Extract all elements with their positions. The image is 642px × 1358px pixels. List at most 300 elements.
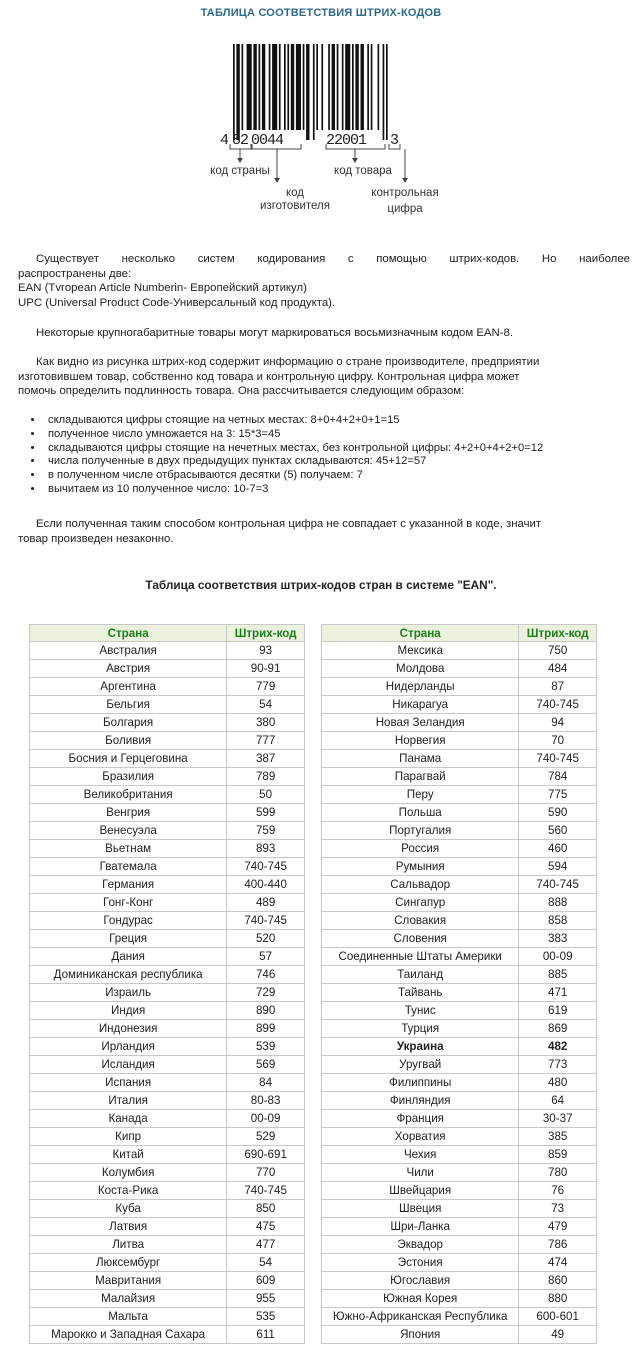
code-cell: 611 xyxy=(227,1326,305,1344)
table-row xyxy=(322,804,597,822)
country-cell: Финляндия xyxy=(322,1092,519,1110)
table-row xyxy=(322,714,597,732)
list-item: • числа полученные в двух предыдущих пунктах складываются: 45+12=57 xyxy=(44,455,642,469)
table-row xyxy=(30,732,305,750)
code-cell: 759 xyxy=(227,822,305,840)
table-row xyxy=(322,930,597,948)
table-row xyxy=(322,1326,597,1344)
code-cell: 385 xyxy=(519,1128,597,1146)
label-product-code: код товара xyxy=(334,165,392,177)
code-cell: 740-745 xyxy=(519,696,597,714)
barcode-digits-product: 22001 xyxy=(326,132,367,149)
table-row xyxy=(322,1110,597,1128)
country-cell: Гондурас xyxy=(30,912,227,930)
code-cell: 73 xyxy=(519,1200,597,1218)
table-row xyxy=(322,858,597,876)
country-cell: Австрия xyxy=(30,660,227,678)
country-cell: Венгрия xyxy=(30,804,227,822)
table-row xyxy=(30,1290,305,1308)
barcode-bar xyxy=(242,44,244,130)
barcode-bar xyxy=(337,44,339,130)
barcode-bar xyxy=(284,44,286,130)
ean-line: EAN (Tvropean Article Numberin- Европейский артикул) xyxy=(18,282,307,294)
table-row xyxy=(30,1308,305,1326)
country-cell: Мальта xyxy=(30,1308,227,1326)
country-cell: Испания xyxy=(30,1074,227,1092)
country-cell: Кипр xyxy=(30,1128,227,1146)
table-row xyxy=(30,912,305,930)
code-cell: 594 xyxy=(519,858,597,876)
table-row xyxy=(30,1110,305,1128)
table-row xyxy=(30,750,305,768)
barcode-bar xyxy=(269,44,271,130)
country-cell: Тайвань xyxy=(322,984,519,1002)
code-cell: 529 xyxy=(227,1128,305,1146)
table-row xyxy=(322,822,597,840)
country-cell: Индия xyxy=(30,1002,227,1020)
code-cell: 54 xyxy=(227,696,305,714)
barcode-bar xyxy=(371,44,373,130)
list-item: • в полученном числе отбрасываются десятки (5) получаем: 7 xyxy=(44,469,642,483)
intro-paragraph xyxy=(18,252,630,310)
barcode-bar xyxy=(332,44,335,130)
country-cell: Гонг-Конг xyxy=(30,894,227,912)
code-cell: 00-09 xyxy=(227,1110,305,1128)
code-cell: 858 xyxy=(519,912,597,930)
table-row xyxy=(30,876,305,894)
country-cell: Перу xyxy=(322,786,519,804)
country-cell: Шри-Ланка xyxy=(322,1218,519,1236)
country-cell: Новая Зеландия xyxy=(322,714,519,732)
country-cell: Дания xyxy=(30,948,227,966)
table-row xyxy=(322,912,597,930)
table-row xyxy=(322,1308,597,1326)
code-cell: 609 xyxy=(227,1272,305,1290)
country-cell: Латвия xyxy=(30,1218,227,1236)
table-row xyxy=(30,678,305,696)
table-row xyxy=(30,1056,305,1074)
code-cell: 885 xyxy=(519,966,597,984)
code-cell: 955 xyxy=(227,1290,305,1308)
code-cell: 777 xyxy=(227,732,305,750)
label-maker-code-line2: изготовителя xyxy=(260,200,330,212)
check-digit-paragraph xyxy=(18,355,630,399)
barcode-bar xyxy=(386,44,388,140)
conclusion-paragraph xyxy=(18,517,630,546)
code-cell: 740-745 xyxy=(227,1182,305,1200)
paragraph-line: Как видно из рисунка штрих-код содержит информацию о стране производителе, предприятии xyxy=(36,356,540,368)
table-row xyxy=(30,948,305,966)
barcode-bar xyxy=(321,44,323,130)
code-cell: 49 xyxy=(519,1326,597,1344)
country-cell: Хорватия xyxy=(322,1128,519,1146)
table-row xyxy=(30,714,305,732)
table-row xyxy=(322,840,597,858)
barcode-bar xyxy=(303,44,305,130)
country-cell: Южная Корея xyxy=(322,1290,519,1308)
table-row xyxy=(30,768,305,786)
label-check-digit-line1: контрольная xyxy=(371,187,439,199)
code-cell: 740-745 xyxy=(227,912,305,930)
country-cell: Вьетнам xyxy=(30,840,227,858)
table-row xyxy=(322,1074,597,1092)
country-cell: Португалия xyxy=(322,822,519,840)
country-cell: Аргентина xyxy=(30,678,227,696)
country-cell: Тунис xyxy=(322,1002,519,1020)
code-cell: 87 xyxy=(519,678,597,696)
country-cell: Румыния xyxy=(322,858,519,876)
code-cell: 482 xyxy=(519,1038,597,1056)
code-cell: 880 xyxy=(519,1290,597,1308)
code-cell: 690-691 xyxy=(227,1146,305,1164)
code-cell: 740-745 xyxy=(519,750,597,768)
code-cell: 600-601 xyxy=(519,1308,597,1326)
country-cell: Турция xyxy=(322,1020,519,1038)
country-cell: Чили xyxy=(322,1164,519,1182)
country-cell: Молдова xyxy=(322,660,519,678)
country-cell: Италия xyxy=(30,1092,227,1110)
barcode-digits-maker: 0044 xyxy=(251,132,284,149)
code-cell: 599 xyxy=(227,804,305,822)
column-header-country: Страна xyxy=(30,625,227,642)
table-row xyxy=(30,894,305,912)
code-cell: 93 xyxy=(227,642,305,660)
country-cell: Панама xyxy=(322,750,519,768)
code-cell: 380 xyxy=(227,714,305,732)
country-cell: Соединенные Штаты Америки xyxy=(322,948,519,966)
code-cell: 480 xyxy=(519,1074,597,1092)
paragraph-line: помочь определить подлинность товара. Она рассчитывается следующим образом: xyxy=(18,385,465,397)
barcode-bar xyxy=(291,44,294,130)
code-cell: 54 xyxy=(227,1254,305,1272)
barcode-bar xyxy=(313,44,315,140)
code-cell: 786 xyxy=(519,1236,597,1254)
barcode-bar xyxy=(378,44,380,130)
code-cell: 890 xyxy=(227,1002,305,1020)
code-cell: 859 xyxy=(519,1146,597,1164)
paragraph-line: изготовившем товар, собственно код товара и контрольную цифру. Контрольная цифра может xyxy=(18,370,520,383)
barcode-bar xyxy=(367,44,369,130)
paragraph-line: товар произведен незаконно. xyxy=(18,532,174,545)
table-row xyxy=(30,858,305,876)
country-cell: Австралия xyxy=(30,642,227,660)
table-row xyxy=(30,1254,305,1272)
country-cell: Бразилия xyxy=(30,768,227,786)
table-row xyxy=(30,642,305,660)
calculation-steps-list xyxy=(26,414,642,497)
country-cell: Сингапур xyxy=(322,894,519,912)
code-cell: 00-09 xyxy=(519,948,597,966)
country-cell: Украина xyxy=(322,1038,519,1056)
table-row xyxy=(30,1272,305,1290)
code-cell: 57 xyxy=(227,948,305,966)
country-cell: Ирландия xyxy=(30,1038,227,1056)
paragraph-line: Если полученная таким способом контрольная цифра не совпадает с указанной в коде, значит xyxy=(36,518,542,530)
code-cell: 750 xyxy=(519,642,597,660)
table-row xyxy=(30,1236,305,1254)
country-cell: Таиланд xyxy=(322,966,519,984)
code-cell: 400-440 xyxy=(227,876,305,894)
table-row xyxy=(322,1200,597,1218)
code-cell: 489 xyxy=(227,894,305,912)
table-row xyxy=(30,1146,305,1164)
code-cell: 590 xyxy=(519,804,597,822)
code-cell: 619 xyxy=(519,1002,597,1020)
country-codes-table-left xyxy=(29,624,305,1344)
code-cell: 383 xyxy=(519,930,597,948)
table-row xyxy=(322,1236,597,1254)
barcode-bar xyxy=(316,44,318,130)
barcode-bar xyxy=(345,44,350,130)
barcode-bar xyxy=(279,44,281,130)
code-cell: 569 xyxy=(227,1056,305,1074)
country-cell: Бельгия xyxy=(30,696,227,714)
table-row xyxy=(322,642,597,660)
table-body xyxy=(322,642,597,1344)
country-cell: Чехия xyxy=(322,1146,519,1164)
barcode-illustration xyxy=(195,38,455,223)
country-cell: Швеция xyxy=(322,1200,519,1218)
table-row xyxy=(322,1164,597,1182)
country-cell: Марокко и Западная Сахара xyxy=(30,1326,227,1344)
code-cell: 869 xyxy=(519,1020,597,1038)
table-row xyxy=(30,822,305,840)
page-title: ТАБЛИЦА СООТВЕТСТВИЯ ШТРИХ-КОДОВ xyxy=(200,7,442,19)
country-cell: Греция xyxy=(30,930,227,948)
table-row xyxy=(322,732,597,750)
country-cell: Литва xyxy=(30,1236,227,1254)
table-row xyxy=(322,786,597,804)
table-row xyxy=(322,1146,597,1164)
list-item: • вычитаем из 10 полученное число: 10-7=3 xyxy=(44,483,642,497)
table-row xyxy=(30,1038,305,1056)
table-row xyxy=(322,966,597,984)
label-maker-code-line1: код xyxy=(285,187,305,199)
country-cell: Доминиканская республика xyxy=(30,966,227,984)
table-row xyxy=(30,840,305,858)
code-cell: 475 xyxy=(227,1218,305,1236)
table-row xyxy=(30,1074,305,1092)
code-cell: 773 xyxy=(519,1056,597,1074)
barcode-digits-country: 82 xyxy=(232,132,249,149)
code-cell: 520 xyxy=(227,930,305,948)
barcode-bar xyxy=(272,44,277,130)
barcode-bar xyxy=(296,44,301,130)
country-codes-table-right xyxy=(321,624,597,1344)
barcode-bar xyxy=(262,44,265,130)
country-cell: Коста-Рика xyxy=(30,1182,227,1200)
table-row xyxy=(322,1254,597,1272)
code-cell: 740-745 xyxy=(519,876,597,894)
code-cell: 50 xyxy=(227,786,305,804)
code-cell: 94 xyxy=(519,714,597,732)
code-cell: 471 xyxy=(519,984,597,1002)
country-cell: Китай xyxy=(30,1146,227,1164)
country-cell: Израиль xyxy=(30,984,227,1002)
table-row xyxy=(322,1092,597,1110)
code-cell: 76 xyxy=(519,1182,597,1200)
code-cell: 30-37 xyxy=(519,1110,597,1128)
table-row xyxy=(322,1002,597,1020)
intro-line: Существует несколько систем кодирования с помощью штрих-кодов. Но наиболее xyxy=(36,253,630,265)
country-cell: Мавритания xyxy=(30,1272,227,1290)
intro-line: распространены две: xyxy=(18,267,132,280)
country-cell: Нидерланды xyxy=(322,678,519,696)
table-row xyxy=(30,1020,305,1038)
code-cell: 729 xyxy=(227,984,305,1002)
table-row xyxy=(30,660,305,678)
country-cell: Колумбия xyxy=(30,1164,227,1182)
table-row xyxy=(322,1056,597,1074)
barcode-bar xyxy=(342,44,344,130)
table-header-row xyxy=(322,625,597,642)
label-check-digit-line2: цифра xyxy=(387,203,423,215)
column-header-code: Штрих-код xyxy=(519,625,597,642)
country-cell: Куба xyxy=(30,1200,227,1218)
ean8-paragraph: Некоторые крупногабаритные товары могут маркироваться восьмизначным кодом EAN-8. xyxy=(36,327,514,339)
code-cell: 84 xyxy=(227,1074,305,1092)
barcode-bars xyxy=(233,44,388,140)
code-cell: 64 xyxy=(519,1092,597,1110)
country-cell: Исландия xyxy=(30,1056,227,1074)
code-cell: 90-91 xyxy=(227,660,305,678)
code-cell: 775 xyxy=(519,786,597,804)
country-cell: Эквадор xyxy=(322,1236,519,1254)
table-body xyxy=(30,642,305,1344)
code-cell: 784 xyxy=(519,768,597,786)
barcode-bar xyxy=(355,44,358,130)
country-cell: Боливия xyxy=(30,732,227,750)
country-cell: Словакия xyxy=(322,912,519,930)
table-row xyxy=(322,876,597,894)
country-cell: Никарагуа xyxy=(322,696,519,714)
code-cell: 70 xyxy=(519,732,597,750)
barcode-digit-check: 3 xyxy=(390,132,400,149)
country-cell: Индонезия xyxy=(30,1020,227,1038)
barcode-bar xyxy=(328,44,330,130)
table-row xyxy=(322,984,597,1002)
table-row xyxy=(322,1020,597,1038)
barcode-bar xyxy=(253,44,256,130)
barcode-bar xyxy=(233,44,235,140)
country-cell: Филиппины xyxy=(322,1074,519,1092)
table-row xyxy=(30,1128,305,1146)
country-cell: Япония xyxy=(322,1326,519,1344)
table-row xyxy=(30,804,305,822)
country-cell: Парагвай xyxy=(322,768,519,786)
table-row xyxy=(322,768,597,786)
list-item: • складываются цифры стоящие на нечетных местах, без контрольной цифры: 4+2+0+4+2+0=12 xyxy=(44,442,642,456)
list-item: • полученное число умножается на 3: 15*3=45 xyxy=(44,428,642,442)
code-cell: 888 xyxy=(519,894,597,912)
code-cell: 80-83 xyxy=(227,1092,305,1110)
code-cell: 479 xyxy=(519,1218,597,1236)
table-row xyxy=(322,948,597,966)
list-item: • складываются цифры стоящие на четных местах: 8+0+4+2+0+1=15 xyxy=(44,414,642,428)
code-cell: 746 xyxy=(227,966,305,984)
country-cell: Словения xyxy=(322,930,519,948)
code-cell: 789 xyxy=(227,768,305,786)
code-cell: 893 xyxy=(227,840,305,858)
table-row xyxy=(30,1092,305,1110)
barcode-bar xyxy=(383,44,385,140)
code-cell: 560 xyxy=(519,822,597,840)
barcode-bar xyxy=(236,44,239,140)
country-cell: Германия xyxy=(30,876,227,894)
country-cell: Венесуэла xyxy=(30,822,227,840)
country-cell: Югославия xyxy=(322,1272,519,1290)
table-row xyxy=(322,750,597,768)
country-cell: Гватемала xyxy=(30,858,227,876)
column-header-code: Штрих-код xyxy=(227,625,305,642)
table-row xyxy=(30,930,305,948)
country-cell: Малайзия xyxy=(30,1290,227,1308)
country-cell: Швейцария xyxy=(322,1182,519,1200)
barcode-bar xyxy=(361,44,364,130)
country-cell: Франция xyxy=(322,1110,519,1128)
barcode-bar xyxy=(352,44,354,130)
code-cell: 860 xyxy=(519,1272,597,1290)
code-cell: 387 xyxy=(227,750,305,768)
code-cell: 779 xyxy=(227,678,305,696)
country-cell: Южно-Африканская Республика xyxy=(322,1308,519,1326)
country-cell: Великобритания xyxy=(30,786,227,804)
barcode-digit-first: 4 xyxy=(220,132,230,149)
table-row xyxy=(30,786,305,804)
table-row xyxy=(30,984,305,1002)
code-cell: 460 xyxy=(519,840,597,858)
country-cell: Босния и Герцеговина xyxy=(30,750,227,768)
table-row xyxy=(30,1218,305,1236)
barcode-bar xyxy=(247,44,252,130)
country-cell: Люксембург xyxy=(30,1254,227,1272)
country-cell: Россия xyxy=(322,840,519,858)
table-row xyxy=(322,678,597,696)
table-row xyxy=(30,1002,305,1020)
table-row xyxy=(30,1164,305,1182)
table-row xyxy=(322,1128,597,1146)
country-cell: Эстония xyxy=(322,1254,519,1272)
label-country-code: код страны xyxy=(210,165,270,177)
table-row xyxy=(322,1290,597,1308)
table-row xyxy=(322,1272,597,1290)
barcode-bar xyxy=(287,44,289,130)
table-row xyxy=(30,1326,305,1344)
code-cell: 850 xyxy=(227,1200,305,1218)
code-cell: 539 xyxy=(227,1038,305,1056)
table-row xyxy=(322,894,597,912)
upc-line: UPC (Universal Product Code-Универсальный код продукта). xyxy=(18,296,336,309)
table-row xyxy=(30,696,305,714)
code-cell: 477 xyxy=(227,1236,305,1254)
barcode-bar xyxy=(306,44,309,140)
table-row xyxy=(30,966,305,984)
code-cell: 740-745 xyxy=(227,858,305,876)
table-row xyxy=(30,1200,305,1218)
country-cell: Мексика xyxy=(322,642,519,660)
table-header-row xyxy=(30,625,305,642)
table-row xyxy=(322,660,597,678)
code-cell: 484 xyxy=(519,660,597,678)
table-row xyxy=(322,1038,597,1056)
code-cell: 780 xyxy=(519,1164,597,1182)
table-title: Таблица соответствия штрих-кодов стран в системе "EAN". xyxy=(145,578,497,592)
table-row xyxy=(322,1218,597,1236)
code-cell: 535 xyxy=(227,1308,305,1326)
table-row xyxy=(322,1182,597,1200)
barcode-bar xyxy=(259,44,261,130)
code-cell: 770 xyxy=(227,1164,305,1182)
